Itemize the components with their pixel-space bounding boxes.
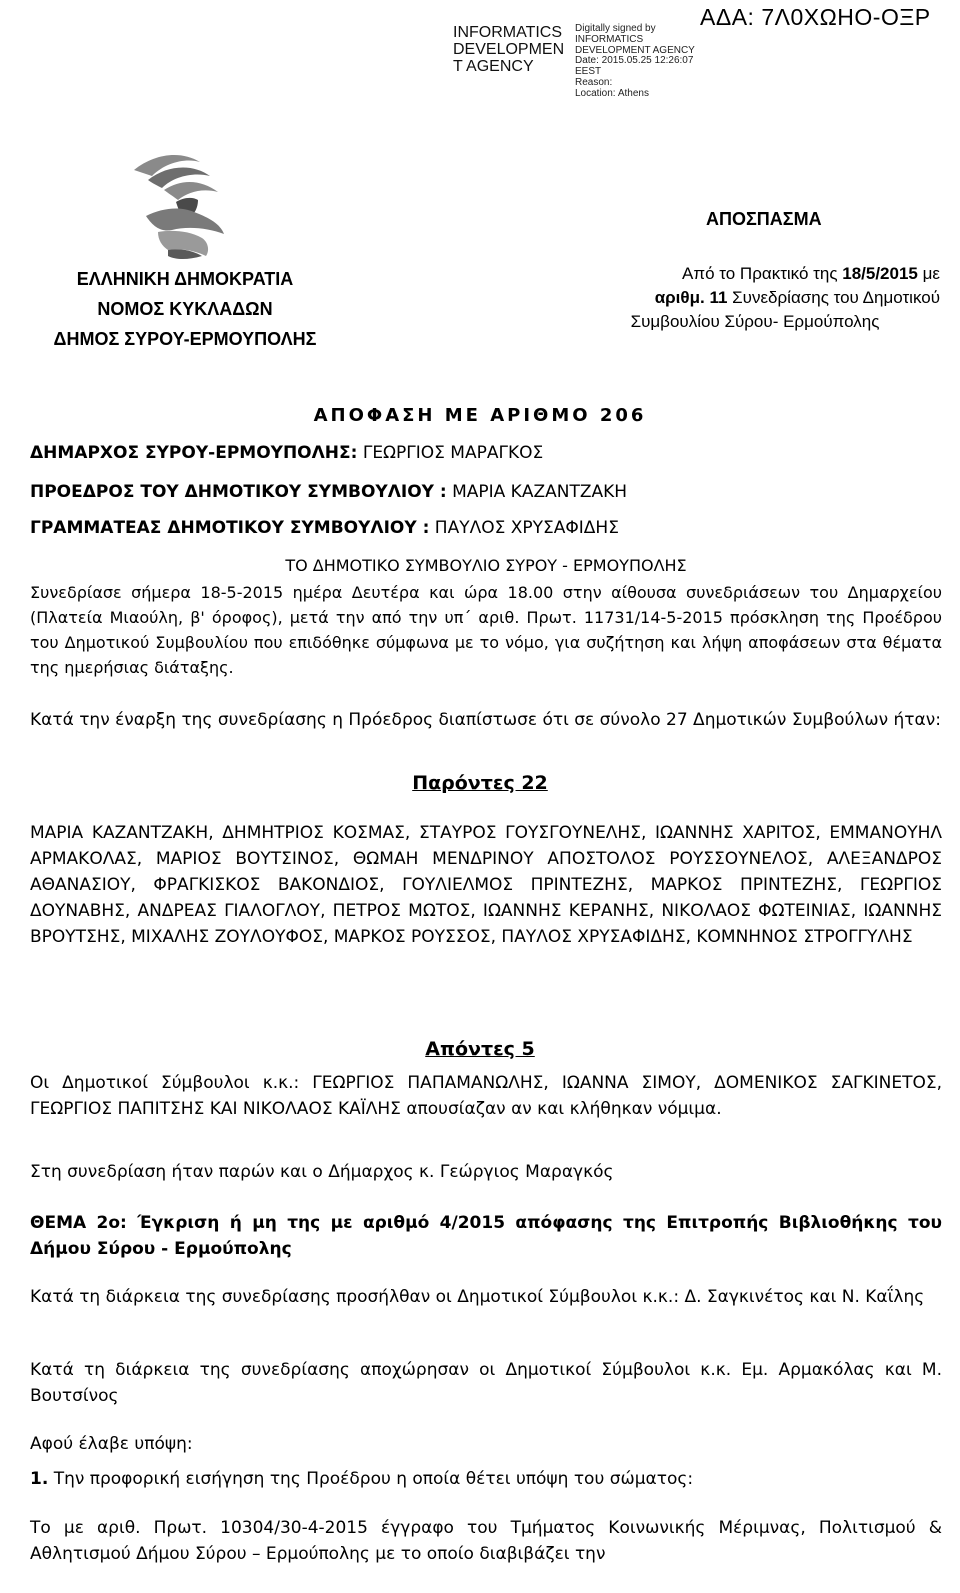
consideration-item-1: 1. Την προφορική εισήγηση της Προέδρου η οποία θέτει υπόψη του σώματος: [30, 1469, 694, 1489]
secretary-line: ΓΡΑΜΜΑΤΕΑΣ ΔΗΜΟΤΙΚΟΥ ΣΥΜΒΟΥΛΙΟΥ : ΠΑΥΛΟΣ ΧΡΥΣΑΦΙΔΗΣ [30, 518, 619, 538]
considering-line: Αφού έλαβε υπόψη: [30, 1434, 193, 1454]
excerpt-line-1: Από το Πρακτικό της 18/5/2015 με [682, 264, 940, 283]
signature-details: Digitally signed by INFORMATICS DEVELOPMENT AGENCY Date: 2015.05.25 12:26:07 EEST Reason: Location: Athens [575, 23, 695, 99]
final-paragraph: Το με αριθ. Πρωτ. 10304/30-4-2015 έγγραφο του Τμήματος Κοινωνικής Μέριμνας, Πολιτισμού & Αθλητισμού Δήμου Σύρου – Ερμούπολης με το οποίο διαβιβάζει την [30, 1518, 942, 1564]
municipality-logo [128, 146, 228, 266]
excerpt-line-3: Συμβουλίου Σύρου- Ερμούπολης [630, 312, 880, 331]
mayor-line: ΔΗΜΑΡΧΟΣ ΣΥΡΟΥ-ΕΡΜΟΥΠΟΛΗΣ: ΓΕΩΡΓΙΟΣ ΜΑΡΑΓΚΟΣ [30, 443, 544, 463]
session-date: 18/5/2015 [842, 264, 918, 283]
issuer-line-country: ΕΛΛΗΝΙΚΗ ΔΗΜΟΚΡΑΤΙΑ [76, 269, 294, 289]
issuer-line-municipality: ΔΗΜΟΣ ΣΥΡΟΥ-ΕΡΜΟΥΠΟΛΗΣ [53, 329, 317, 349]
arrived-paragraph: Κατά τη διάρκεια της συνεδρίασης προσήλθαν οι Δημοτικοί Σύμβουλοι κ.κ.: Δ. Σαγκινέτος και Ν. Καΐλης [30, 1287, 925, 1307]
topic-heading: ΘΕΜΑ 2ο: Έγκριση ή μη της με αριθμό 4/2015 απόφασης της Επιτροπής Βιβλιοθήκης του Δήμου Σύρου - Ερμούπολης [30, 1213, 942, 1259]
ada-code: ΑΔΑ: 7Λ0ΧΩΗΟ-ΟΞΡ [700, 4, 931, 30]
municipality-emblem-icon [128, 146, 228, 261]
council-heading: ΤΟ ΔΗΜΟΤΙΚΟ ΣΥΜΒΟΥΛΙΟ ΣΥΡΟΥ - ΕΡΜΟΥΠΟΛΗΣ [285, 556, 687, 575]
decision-title: ΑΠΟΦΑΣΗ ΜΕ ΑΡΙΘΜΟ 206 [313, 405, 647, 426]
absent-heading: Απόντες 5 [425, 1038, 535, 1060]
issuer-line-prefecture: ΝΟΜΟΣ ΚΥΚΛΑΔΩΝ [97, 299, 273, 319]
session-number: αριθμ. 11 [654, 288, 728, 307]
signature-signer-name: INFORMATICS DEVELOPMEN T AGENCY [453, 24, 565, 75]
left-paragraph: Κατά τη διάρκεια της συνεδρίασης αποχώρησαν οι Δημοτικοί Σύμβουλοι κ.κ. Εμ. Αρμακόλας και Μ. Βουτσίνος [30, 1360, 942, 1406]
excerpt-line-2: αριθμ. 11 Συνεδρίασης του Δημοτικού [654, 288, 940, 307]
quorum-paragraph: Κατά την έναρξη της συνεδρίασης η Πρόεδρος διαπίστωσε ότι σε σύνολο 27 Δημοτικών Συμβούλων ήταν: [30, 710, 941, 730]
president-line: ΠΡΟΕΔΡΟΣ ΤΟΥ ΔΗΜΟΤΙΚΟΥ ΣΥΜΒΟΥΛΙΟΥ : ΜΑΡΙΑ ΚΑΖΑΝΤΖΑΚΗ [30, 482, 628, 502]
issuer-block [20, 264, 350, 354]
present-heading: Παρόντες 22 [412, 772, 548, 794]
excerpt-reference [570, 262, 940, 334]
document-type-label: ΑΠΟΣΠΑΣΜΑ [706, 209, 822, 229]
absent-members-paragraph: Οι Δημοτικοί Σύμβουλοι κ.κ.: ΓΕΩΡΓΙΟΣ ΠΑΠΑΜΑΝΩΛΗΣ, ΙΩΑΝΝΑ ΣΙΜΟΥ, ΔΟΜΕΝΙΚΟΣ ΣΑΓΚΙΝΕΤΟΣ, ΓΕΩΡΓΙΟΣ ΠΑΠΙΤΣΗΣ ΚΑΙ ΝΙΚΟΛΑΟΣ ΚΑΪΛΗΣ απουσίαζαν αν και κλήθηκαν νόμιμα. [30, 1073, 942, 1119]
session-paragraph: Συνεδρίασε σήμερα 18-5-2015 ημέρα Δευτέρα και ώρα 18.00 στην αίθουσα συνεδριάσεων του Δημαρχείου (Πλατεία Μιαούλη, β' όροφος), μετά την από την υπ΄ αριθ. Πρωτ. 11731/14-5-2015 πρόσκληση της Προέδρου του Δημοτικού Συμβουλίου που επιδόθηκε σύμφωνα με το νόμο, για συζήτηση και λήψη αποφάσεων στα θέματα της ημερήσιας διάταξης. [30, 583, 942, 677]
present-members-list: ΜΑΡΙΑ ΚΑΖΑΝΤΖΑΚΗ, ΔΗΜΗΤΡΙΟΣ ΚΟΣΜΑΣ, ΣΤΑΥΡΟΣ ΓΟΥΣΓΟΥΝΕΛΗΣ, ΙΩΑΝΝΗΣ ΧΑΡΙΤΟΣ, ΕΜΜΑΝΟΥΗΛ ΑΡΜΑΚΟΛΑΣ, ΜΑΡΙΟΣ ΒΟΥΤΣΙΝΟΣ, ΘΩΜΑΗ ΜΕΝΔΡΙΝΟΥ ΑΠΟΣΤΟΛΟΣ ΡΟΥΣΣΟΥΝΕΛΟΣ, ΑΛΕΞΑΝΔΡΟΣ ΑΘΑΝΑΣΙΟΥ, ΦΡΑΓΚΙΣΚΟΣ ΒΑΚΟΝΔΙΟΣ, ΓΟΥΛΙΕΛΜΟΣ ΠΡΙΝΤΕΖΗΣ, ΜΑΡΚΟΣ ΠΡΙΝΤΕΖΗΣ, ΓΕΩΡΓΙΟΣ ΔΟΥΝΑΒΗΣ, ΑΝΔΡΕΑΣ ΓΙΑΛΟΓΛΟΥ, ΠΕΤΡΟΣ ΜΩΤΟΣ, ΙΩΑΝΝΗΣ ΚΕΡΑΝΗΣ, ΝΙΚΟΛΑΟΣ ΦΩΤΕΙΝΙΑΣ, ΙΩΑΝΝΗΣ ΒΡΟΥΤΣΗΣ, ΜΙΧΑΛΗΣ ΖΟΥΛΟΥΦΟΣ, ΜΑΡΚΟΣ ΡΟΥΣΣΟΣ, ΠΑΥΛΟΣ ΧΡΥΣΑΦΙΔΗΣ, ΚΟΜΝΗΝΟΣ ΣΤΡΟΓΓΥΛΗΣ [30, 823, 942, 947]
mayor-present-line: Στη συνεδρίαση ήταν παρών και ο Δήμαρχος κ. Γεώργιος Μαραγκός [30, 1162, 614, 1182]
